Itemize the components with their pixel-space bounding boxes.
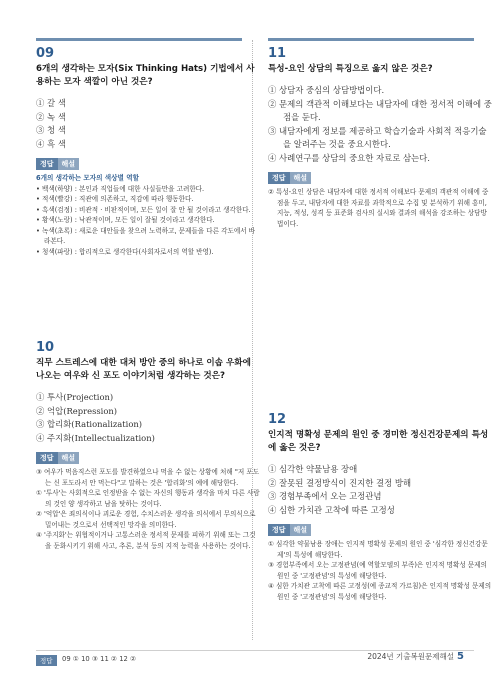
explanation-line: • 녹색(초록) : 새로운 대안들을 찾으려 노력하고, 문제들을 다른 각도에서 바라본다. [36, 226, 256, 245]
question-text: 6개의 생각하는 모자(Six Thinking Hats) 기법에서 사용하는 모자 색깔이 아닌 것은? [36, 64, 255, 87]
option: ① 투사(Projection) [36, 392, 114, 402]
footer-book-info [367, 651, 464, 662]
option: ② 억압(Repression) [36, 405, 118, 416]
explanation-line: ② 특성-요인 상담은 내담자에 대한 정서적 이해보다 문제의 객관적 이해에 중점을 두고, 내담자에 대한 자료를 과학적으로 수집 및 분석하기 위해 흥미, 지능, 적성, 성격 등 표준화 검사의 실시와 결과의 해석을 강조하는 상담방법이다. [268, 188, 489, 228]
option-list [36, 391, 261, 445]
question-number: 11 [268, 46, 287, 61]
option: ④ 흑 색 [36, 138, 66, 149]
option-list [268, 84, 493, 165]
explanation-line: ① 심각한 약물남용 장애는 인지적 명확성 문제의 원인 중 '심각한 정신건강문제'의 특성에 해당한다. [268, 540, 488, 559]
explanation-line: • 적색(빨강) : 직관에 의존하고, 직감에 따라 행동한다. [36, 195, 194, 203]
option: ④ 사례연구를 상담의 중요한 자료로 삼는다. [268, 152, 430, 163]
question-09 [36, 46, 261, 257]
page-number: 5 [457, 651, 464, 662]
explanation-line: ④ 심한 가치관 고착에 따른 고정성(예 종교적 가르침)은 인지적 명확성 문제의 원인 중 '고정관념'의 특성에 해당한다. [268, 582, 492, 601]
explanation-line: • 백색(하양) : 본인과 직업들에 대한 사실들만을 고려한다. [36, 184, 205, 193]
question-text: 특성-요인 상담의 특징으로 옳지 않은 것은? [268, 64, 433, 74]
answer-badge [36, 452, 79, 464]
explanation-label: 해설 [58, 158, 80, 170]
explanation-line: ④ '주지화'는 위협적이거나 고통스러운 정서적 문제를 피하기 위해 또는 그것을 둔화시키기 위해 사고, 추론, 분석 등의 지적 능력을 사용하는 것이다. [36, 531, 256, 550]
book-title: 2024년 기출복원문제해설 [367, 652, 455, 661]
explanation-line: ① '투사'는 사회적으로 인정받을 수 없는 자신의 행동과 생각을 마치 다른 사람의 것인 양 생각하고 남을 탓하는 것이다. [36, 489, 260, 508]
left-top-rule [36, 38, 242, 41]
option: ① 심각한 약물남용 장애 [268, 464, 358, 474]
option: ② 잘못된 결정방식이 진지한 결정 방해 [268, 477, 412, 488]
question-number: 09 [36, 46, 55, 61]
option: ② 녹 색 [36, 111, 66, 122]
explanation-label: 해설 [290, 524, 312, 536]
explanation [36, 173, 261, 257]
option: ④ 심한 가치관 고착에 따른 고정성 [268, 504, 395, 515]
question-text: 직무 스트레스에 대한 대처 방안 중의 하나로 이솝 우화에 나오는 여우와 신 포도 이야기처럼 생각하는 것은? [36, 358, 251, 381]
question-12 [268, 412, 493, 602]
answer-badge [268, 524, 311, 536]
option: ③ 경험부족에서 오는 고정관념 [268, 491, 382, 501]
explanation [268, 187, 493, 229]
option: ② 문제의 객관적 이해보다는 내담자에 대한 정서적 이해에 중점을 둔다. [268, 98, 492, 122]
option: ④ 주지화(Intellectualization) [36, 432, 155, 443]
option: ① 갈 색 [36, 98, 66, 108]
answer-label: 정답 [268, 524, 290, 536]
question-11 [268, 46, 493, 229]
explanation-line: ③ 경험부족에서 오는 고정관념(예 역할모델의 부족)은 인지적 명확성 문제의 원인 중 '고정관념'의 특성에 해당한다. [268, 561, 487, 580]
answer-badge [36, 158, 79, 170]
right-top-rule [268, 38, 474, 41]
question-10 [36, 340, 261, 551]
question-number: 12 [268, 412, 287, 427]
option: ① 상담자 중심의 상담방법이다. [268, 85, 385, 95]
footer-answer-key: 09 ① 10 ③ 11 ② 12 ② [62, 655, 137, 663]
option-list [36, 97, 261, 151]
explanation-line: • 황색(노랑) : 낙관적이며, 모든 일이 잘될 것이라고 생각한다. [36, 216, 215, 224]
answer-label: 정답 [36, 452, 58, 464]
question-number: 10 [36, 340, 55, 355]
explanation-line: • 흑색(검정) : 비관적 · 비판적이며, 모든 일이 잘 안 될 것이라고 생각한다. [36, 205, 251, 214]
explanation-line: • 청색(파랑) : 합리적으로 생각한다(사회자로서의 역할 반영). [36, 247, 214, 256]
explanation-label: 해설 [58, 452, 80, 464]
option: ③ 내담자에게 정보를 제공하고 학습기술과 사회적 적응기술을 알려주는 것을 중요시한다. [268, 125, 487, 149]
explanation-line: ③ 여우가 먹음직스런 포도를 발견하였으나 먹을 수 없는 상황에 처해 "저 포도는 신 포도라서 안 먹는다"고 말하는 것은 '합리화'의 예에 해당한다. [36, 468, 260, 487]
explanation [36, 467, 261, 551]
answer-label: 정답 [36, 158, 58, 170]
explanation-label: 해설 [290, 172, 312, 184]
explanation [268, 539, 493, 602]
explanation-line: ② '억압'은 죄의식이나 괴로운 경험, 수치스러운 생각을 의식에서 무의식으로 밀어내는 것으로서 선택적인 망각을 의미한다. [36, 510, 256, 529]
answer-label: 정답 [268, 172, 290, 184]
footer-answer-tag: 정답 [36, 655, 57, 666]
explanation-subtitle: 6개의 생각하는 모자의 색상별 역할 [36, 174, 139, 182]
option: ③ 청 색 [36, 125, 66, 135]
option-list [268, 463, 493, 517]
answer-badge [268, 172, 311, 184]
option: ③ 합리화(Rationalization) [36, 419, 143, 429]
question-text: 인지적 명확성 문제의 원인 중 경미한 정신건강문제의 특성에 옳은 것은? [268, 430, 489, 453]
